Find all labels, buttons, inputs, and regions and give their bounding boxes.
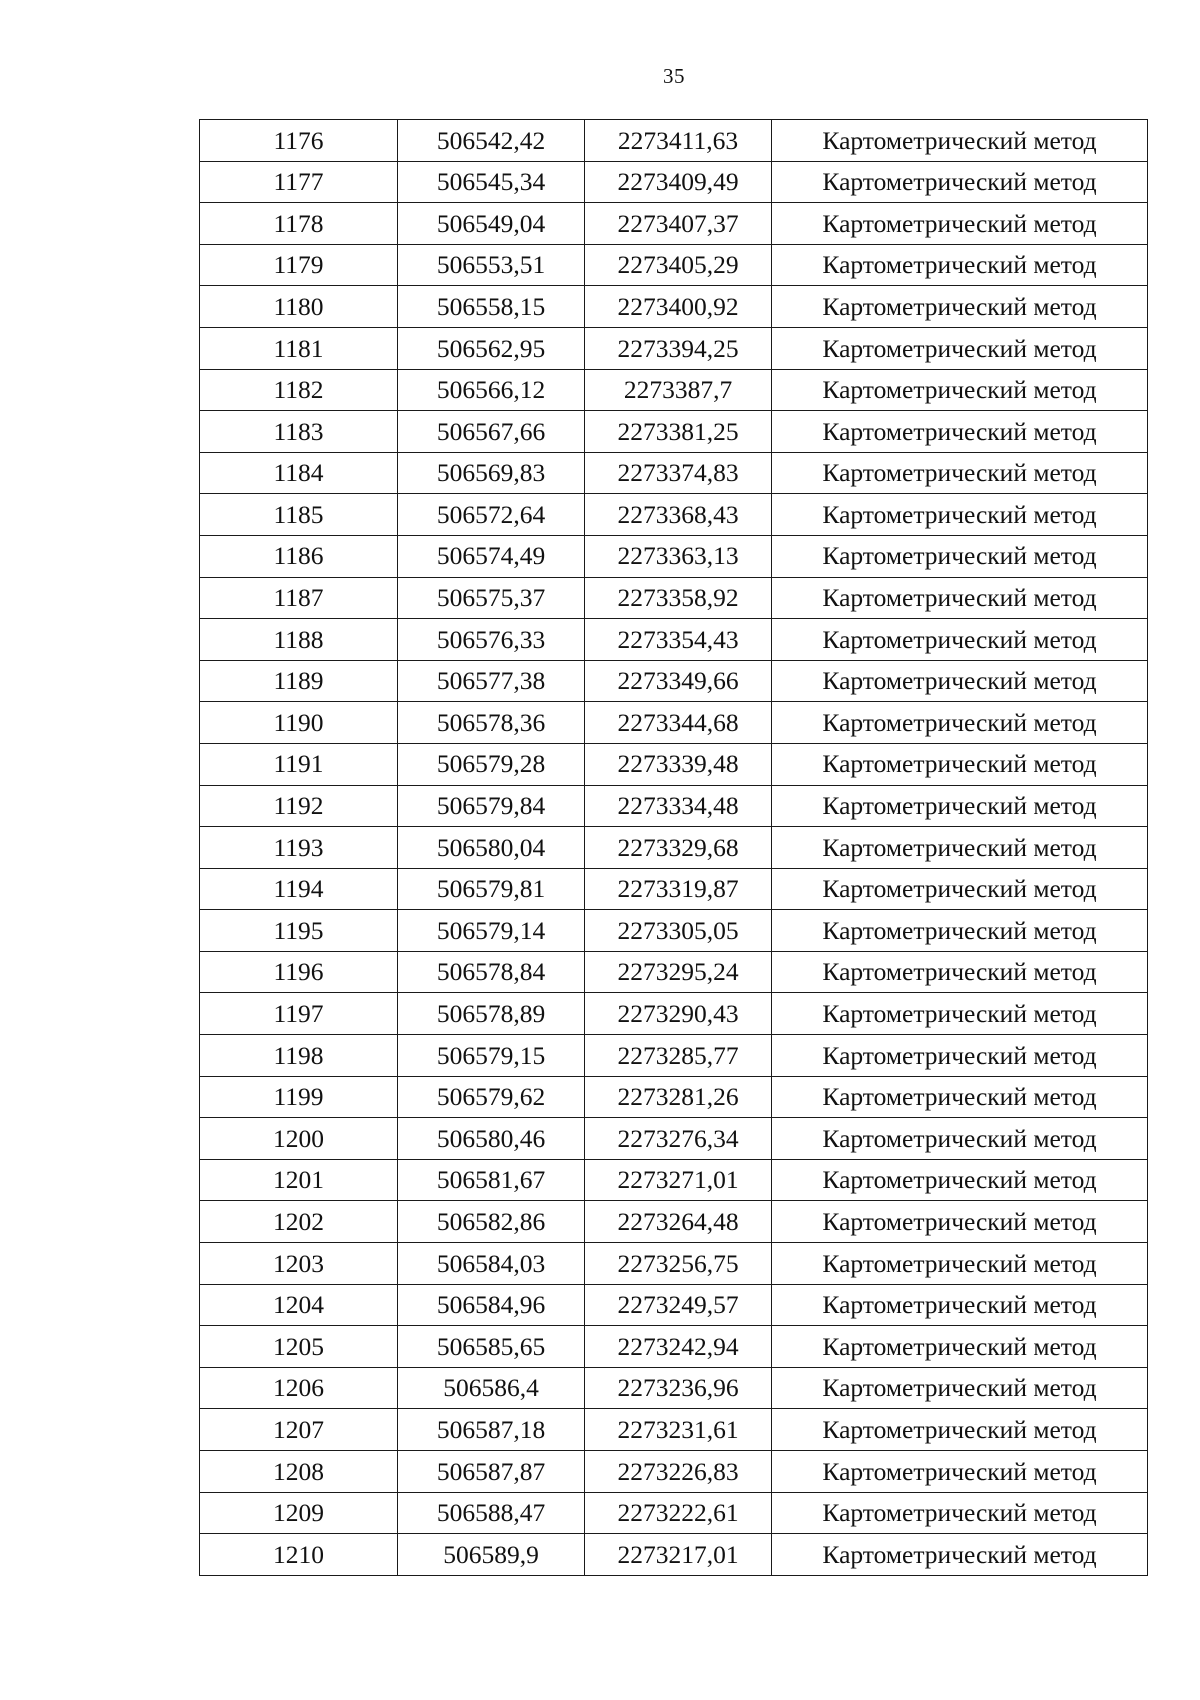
x-coordinate-cell: 506575,37 xyxy=(398,577,585,619)
x-coordinate-cell: 506569,83 xyxy=(398,452,585,494)
point-number-cell: 1204 xyxy=(200,1284,398,1326)
method-cell: Картометрический метод xyxy=(772,1159,1148,1201)
x-coordinate-cell: 506584,03 xyxy=(398,1243,585,1285)
x-coordinate-cell: 506585,65 xyxy=(398,1326,585,1368)
method-cell: Картометрический метод xyxy=(772,369,1148,411)
point-number-cell: 1195 xyxy=(200,910,398,952)
x-coordinate-cell: 506579,62 xyxy=(398,1076,585,1118)
point-number-cell: 1190 xyxy=(200,702,398,744)
point-number-cell: 1179 xyxy=(200,244,398,286)
y-coordinate-cell: 2273344,68 xyxy=(585,702,772,744)
table-row xyxy=(200,161,1148,203)
method-cell: Картометрический метод xyxy=(772,411,1148,453)
table-row xyxy=(200,868,1148,910)
method-cell: Картометрический метод xyxy=(772,1076,1148,1118)
point-number-cell: 1194 xyxy=(200,868,398,910)
table-row xyxy=(200,120,1148,162)
y-coordinate-cell: 2273319,87 xyxy=(585,868,772,910)
point-number-cell: 1209 xyxy=(200,1492,398,1534)
table-row xyxy=(200,327,1148,369)
table-row xyxy=(200,1409,1148,1451)
method-cell: Картометрический метод xyxy=(772,1326,1148,1368)
table-row xyxy=(200,203,1148,245)
page-number: 35 xyxy=(663,64,685,88)
y-coordinate-cell: 2273217,01 xyxy=(585,1534,772,1576)
method-cell: Картометрический метод xyxy=(772,1243,1148,1285)
table-row xyxy=(200,1326,1148,1368)
y-coordinate-cell: 2273334,48 xyxy=(585,785,772,827)
table-row xyxy=(200,1201,1148,1243)
point-number-cell: 1181 xyxy=(200,327,398,369)
y-coordinate-cell: 2273276,34 xyxy=(585,1118,772,1160)
method-cell: Картометрический метод xyxy=(772,1118,1148,1160)
method-cell: Картометрический метод xyxy=(772,951,1148,993)
coordinates-table xyxy=(199,119,1148,1576)
y-coordinate-cell: 2273271,01 xyxy=(585,1159,772,1201)
y-coordinate-cell: 2273400,92 xyxy=(585,286,772,328)
x-coordinate-cell: 506580,46 xyxy=(398,1118,585,1160)
point-number-cell: 1196 xyxy=(200,951,398,993)
x-coordinate-cell: 506558,15 xyxy=(398,286,585,328)
x-coordinate-cell: 506579,28 xyxy=(398,743,585,785)
table-row xyxy=(200,702,1148,744)
y-coordinate-cell: 2273329,68 xyxy=(585,827,772,869)
method-cell: Картометрический метод xyxy=(772,743,1148,785)
x-coordinate-cell: 506581,67 xyxy=(398,1159,585,1201)
point-number-cell: 1191 xyxy=(200,743,398,785)
table-row xyxy=(200,494,1148,536)
method-cell: Картометрический метод xyxy=(772,910,1148,952)
method-cell: Картометрический метод xyxy=(772,327,1148,369)
point-number-cell: 1176 xyxy=(200,120,398,162)
y-coordinate-cell: 2273354,43 xyxy=(585,619,772,661)
point-number-cell: 1188 xyxy=(200,619,398,661)
y-coordinate-cell: 2273231,61 xyxy=(585,1409,772,1451)
table-row xyxy=(200,910,1148,952)
table-row xyxy=(200,1451,1148,1493)
y-coordinate-cell: 2273264,48 xyxy=(585,1201,772,1243)
point-number-cell: 1183 xyxy=(200,411,398,453)
method-cell: Картометрический метод xyxy=(772,1534,1148,1576)
y-coordinate-cell: 2273363,13 xyxy=(585,535,772,577)
y-coordinate-cell: 2273349,66 xyxy=(585,660,772,702)
point-number-cell: 1180 xyxy=(200,286,398,328)
x-coordinate-cell: 506578,84 xyxy=(398,951,585,993)
point-number-cell: 1192 xyxy=(200,785,398,827)
y-coordinate-cell: 2273256,75 xyxy=(585,1243,772,1285)
x-coordinate-cell: 506580,04 xyxy=(398,827,585,869)
method-cell: Картометрический метод xyxy=(772,161,1148,203)
point-number-cell: 1193 xyxy=(200,827,398,869)
table-row xyxy=(200,1367,1148,1409)
point-number-cell: 1178 xyxy=(200,203,398,245)
table-row xyxy=(200,1118,1148,1160)
method-cell: Картометрический метод xyxy=(772,120,1148,162)
table-row xyxy=(200,993,1148,1035)
y-coordinate-cell: 2273281,26 xyxy=(585,1076,772,1118)
point-number-cell: 1185 xyxy=(200,494,398,536)
point-number-cell: 1189 xyxy=(200,660,398,702)
method-cell: Картометрический метод xyxy=(772,993,1148,1035)
x-coordinate-cell: 506582,86 xyxy=(398,1201,585,1243)
point-number-cell: 1199 xyxy=(200,1076,398,1118)
method-cell: Картометрический метод xyxy=(772,1035,1148,1077)
point-number-cell: 1200 xyxy=(200,1118,398,1160)
table-row xyxy=(200,411,1148,453)
y-coordinate-cell: 2273249,57 xyxy=(585,1284,772,1326)
x-coordinate-cell: 506587,18 xyxy=(398,1409,585,1451)
point-number-cell: 1182 xyxy=(200,369,398,411)
table-row xyxy=(200,1534,1148,1576)
point-number-cell: 1210 xyxy=(200,1534,398,1576)
method-cell: Картометрический метод xyxy=(772,286,1148,328)
table-row xyxy=(200,535,1148,577)
method-cell: Картометрический метод xyxy=(772,535,1148,577)
method-cell: Картометрический метод xyxy=(772,1451,1148,1493)
method-cell: Картометрический метод xyxy=(772,660,1148,702)
x-coordinate-cell: 506586,4 xyxy=(398,1367,585,1409)
method-cell: Картометрический метод xyxy=(772,868,1148,910)
x-coordinate-cell: 506566,12 xyxy=(398,369,585,411)
method-cell: Картометрический метод xyxy=(772,244,1148,286)
y-coordinate-cell: 2273374,83 xyxy=(585,452,772,494)
x-coordinate-cell: 506578,89 xyxy=(398,993,585,1035)
x-coordinate-cell: 506588,47 xyxy=(398,1492,585,1534)
table-row xyxy=(200,452,1148,494)
x-coordinate-cell: 506553,51 xyxy=(398,244,585,286)
table-row xyxy=(200,1243,1148,1285)
x-coordinate-cell: 506584,96 xyxy=(398,1284,585,1326)
method-cell: Картометрический метод xyxy=(772,1367,1148,1409)
method-cell: Картометрический метод xyxy=(772,702,1148,744)
x-coordinate-cell: 506579,15 xyxy=(398,1035,585,1077)
method-cell: Картометрический метод xyxy=(772,203,1148,245)
y-coordinate-cell: 2273236,96 xyxy=(585,1367,772,1409)
table-row xyxy=(200,660,1148,702)
point-number-cell: 1203 xyxy=(200,1243,398,1285)
x-coordinate-cell: 506576,33 xyxy=(398,619,585,661)
y-coordinate-cell: 2273226,83 xyxy=(585,1451,772,1493)
table-row xyxy=(200,244,1148,286)
method-cell: Картометрический метод xyxy=(772,785,1148,827)
y-coordinate-cell: 2273387,7 xyxy=(585,369,772,411)
x-coordinate-cell: 506562,95 xyxy=(398,327,585,369)
x-coordinate-cell: 506545,34 xyxy=(398,161,585,203)
method-cell: Картометрический метод xyxy=(772,827,1148,869)
method-cell: Картометрический метод xyxy=(772,1201,1148,1243)
y-coordinate-cell: 2273407,37 xyxy=(585,203,772,245)
point-number-cell: 1205 xyxy=(200,1326,398,1368)
table-row xyxy=(200,577,1148,619)
y-coordinate-cell: 2273339,48 xyxy=(585,743,772,785)
x-coordinate-cell: 506572,64 xyxy=(398,494,585,536)
x-coordinate-cell: 506542,42 xyxy=(398,120,585,162)
y-coordinate-cell: 2273381,25 xyxy=(585,411,772,453)
method-cell: Картометрический метод xyxy=(772,452,1148,494)
point-number-cell: 1207 xyxy=(200,1409,398,1451)
table-row xyxy=(200,1035,1148,1077)
y-coordinate-cell: 2273409,49 xyxy=(585,161,772,203)
y-coordinate-cell: 2273242,94 xyxy=(585,1326,772,1368)
x-coordinate-cell: 506577,38 xyxy=(398,660,585,702)
table-row xyxy=(200,286,1148,328)
y-coordinate-cell: 2273290,43 xyxy=(585,993,772,1035)
x-coordinate-cell: 506579,84 xyxy=(398,785,585,827)
table-body xyxy=(200,120,1148,1576)
point-number-cell: 1208 xyxy=(200,1451,398,1493)
method-cell: Картометрический метод xyxy=(772,619,1148,661)
table-row xyxy=(200,827,1148,869)
point-number-cell: 1186 xyxy=(200,535,398,577)
y-coordinate-cell: 2273368,43 xyxy=(585,494,772,536)
point-number-cell: 1187 xyxy=(200,577,398,619)
y-coordinate-cell: 2273394,25 xyxy=(585,327,772,369)
x-coordinate-cell: 506567,66 xyxy=(398,411,585,453)
y-coordinate-cell: 2273222,61 xyxy=(585,1492,772,1534)
point-number-cell: 1184 xyxy=(200,452,398,494)
point-number-cell: 1197 xyxy=(200,993,398,1035)
x-coordinate-cell: 506579,14 xyxy=(398,910,585,952)
table-row xyxy=(200,743,1148,785)
x-coordinate-cell: 506589,9 xyxy=(398,1534,585,1576)
point-number-cell: 1201 xyxy=(200,1159,398,1201)
table-row xyxy=(200,1159,1148,1201)
y-coordinate-cell: 2273295,24 xyxy=(585,951,772,993)
table-row xyxy=(200,785,1148,827)
table-row xyxy=(200,1284,1148,1326)
y-coordinate-cell: 2273405,29 xyxy=(585,244,772,286)
table-row xyxy=(200,1076,1148,1118)
point-number-cell: 1198 xyxy=(200,1035,398,1077)
y-coordinate-cell: 2273358,92 xyxy=(585,577,772,619)
table-row xyxy=(200,951,1148,993)
y-coordinate-cell: 2273411,63 xyxy=(585,120,772,162)
point-number-cell: 1202 xyxy=(200,1201,398,1243)
x-coordinate-cell: 506574,49 xyxy=(398,535,585,577)
method-cell: Картометрический метод xyxy=(772,1409,1148,1451)
method-cell: Картометрический метод xyxy=(772,1492,1148,1534)
point-number-cell: 1177 xyxy=(200,161,398,203)
y-coordinate-cell: 2273305,05 xyxy=(585,910,772,952)
point-number-cell: 1206 xyxy=(200,1367,398,1409)
method-cell: Картометрический метод xyxy=(772,1284,1148,1326)
x-coordinate-cell: 506587,87 xyxy=(398,1451,585,1493)
x-coordinate-cell: 506549,04 xyxy=(398,203,585,245)
method-cell: Картометрический метод xyxy=(772,494,1148,536)
table-row xyxy=(200,619,1148,661)
table-row xyxy=(200,369,1148,411)
y-coordinate-cell: 2273285,77 xyxy=(585,1035,772,1077)
method-cell: Картометрический метод xyxy=(772,577,1148,619)
x-coordinate-cell: 506578,36 xyxy=(398,702,585,744)
table-row xyxy=(200,1492,1148,1534)
x-coordinate-cell: 506579,81 xyxy=(398,868,585,910)
